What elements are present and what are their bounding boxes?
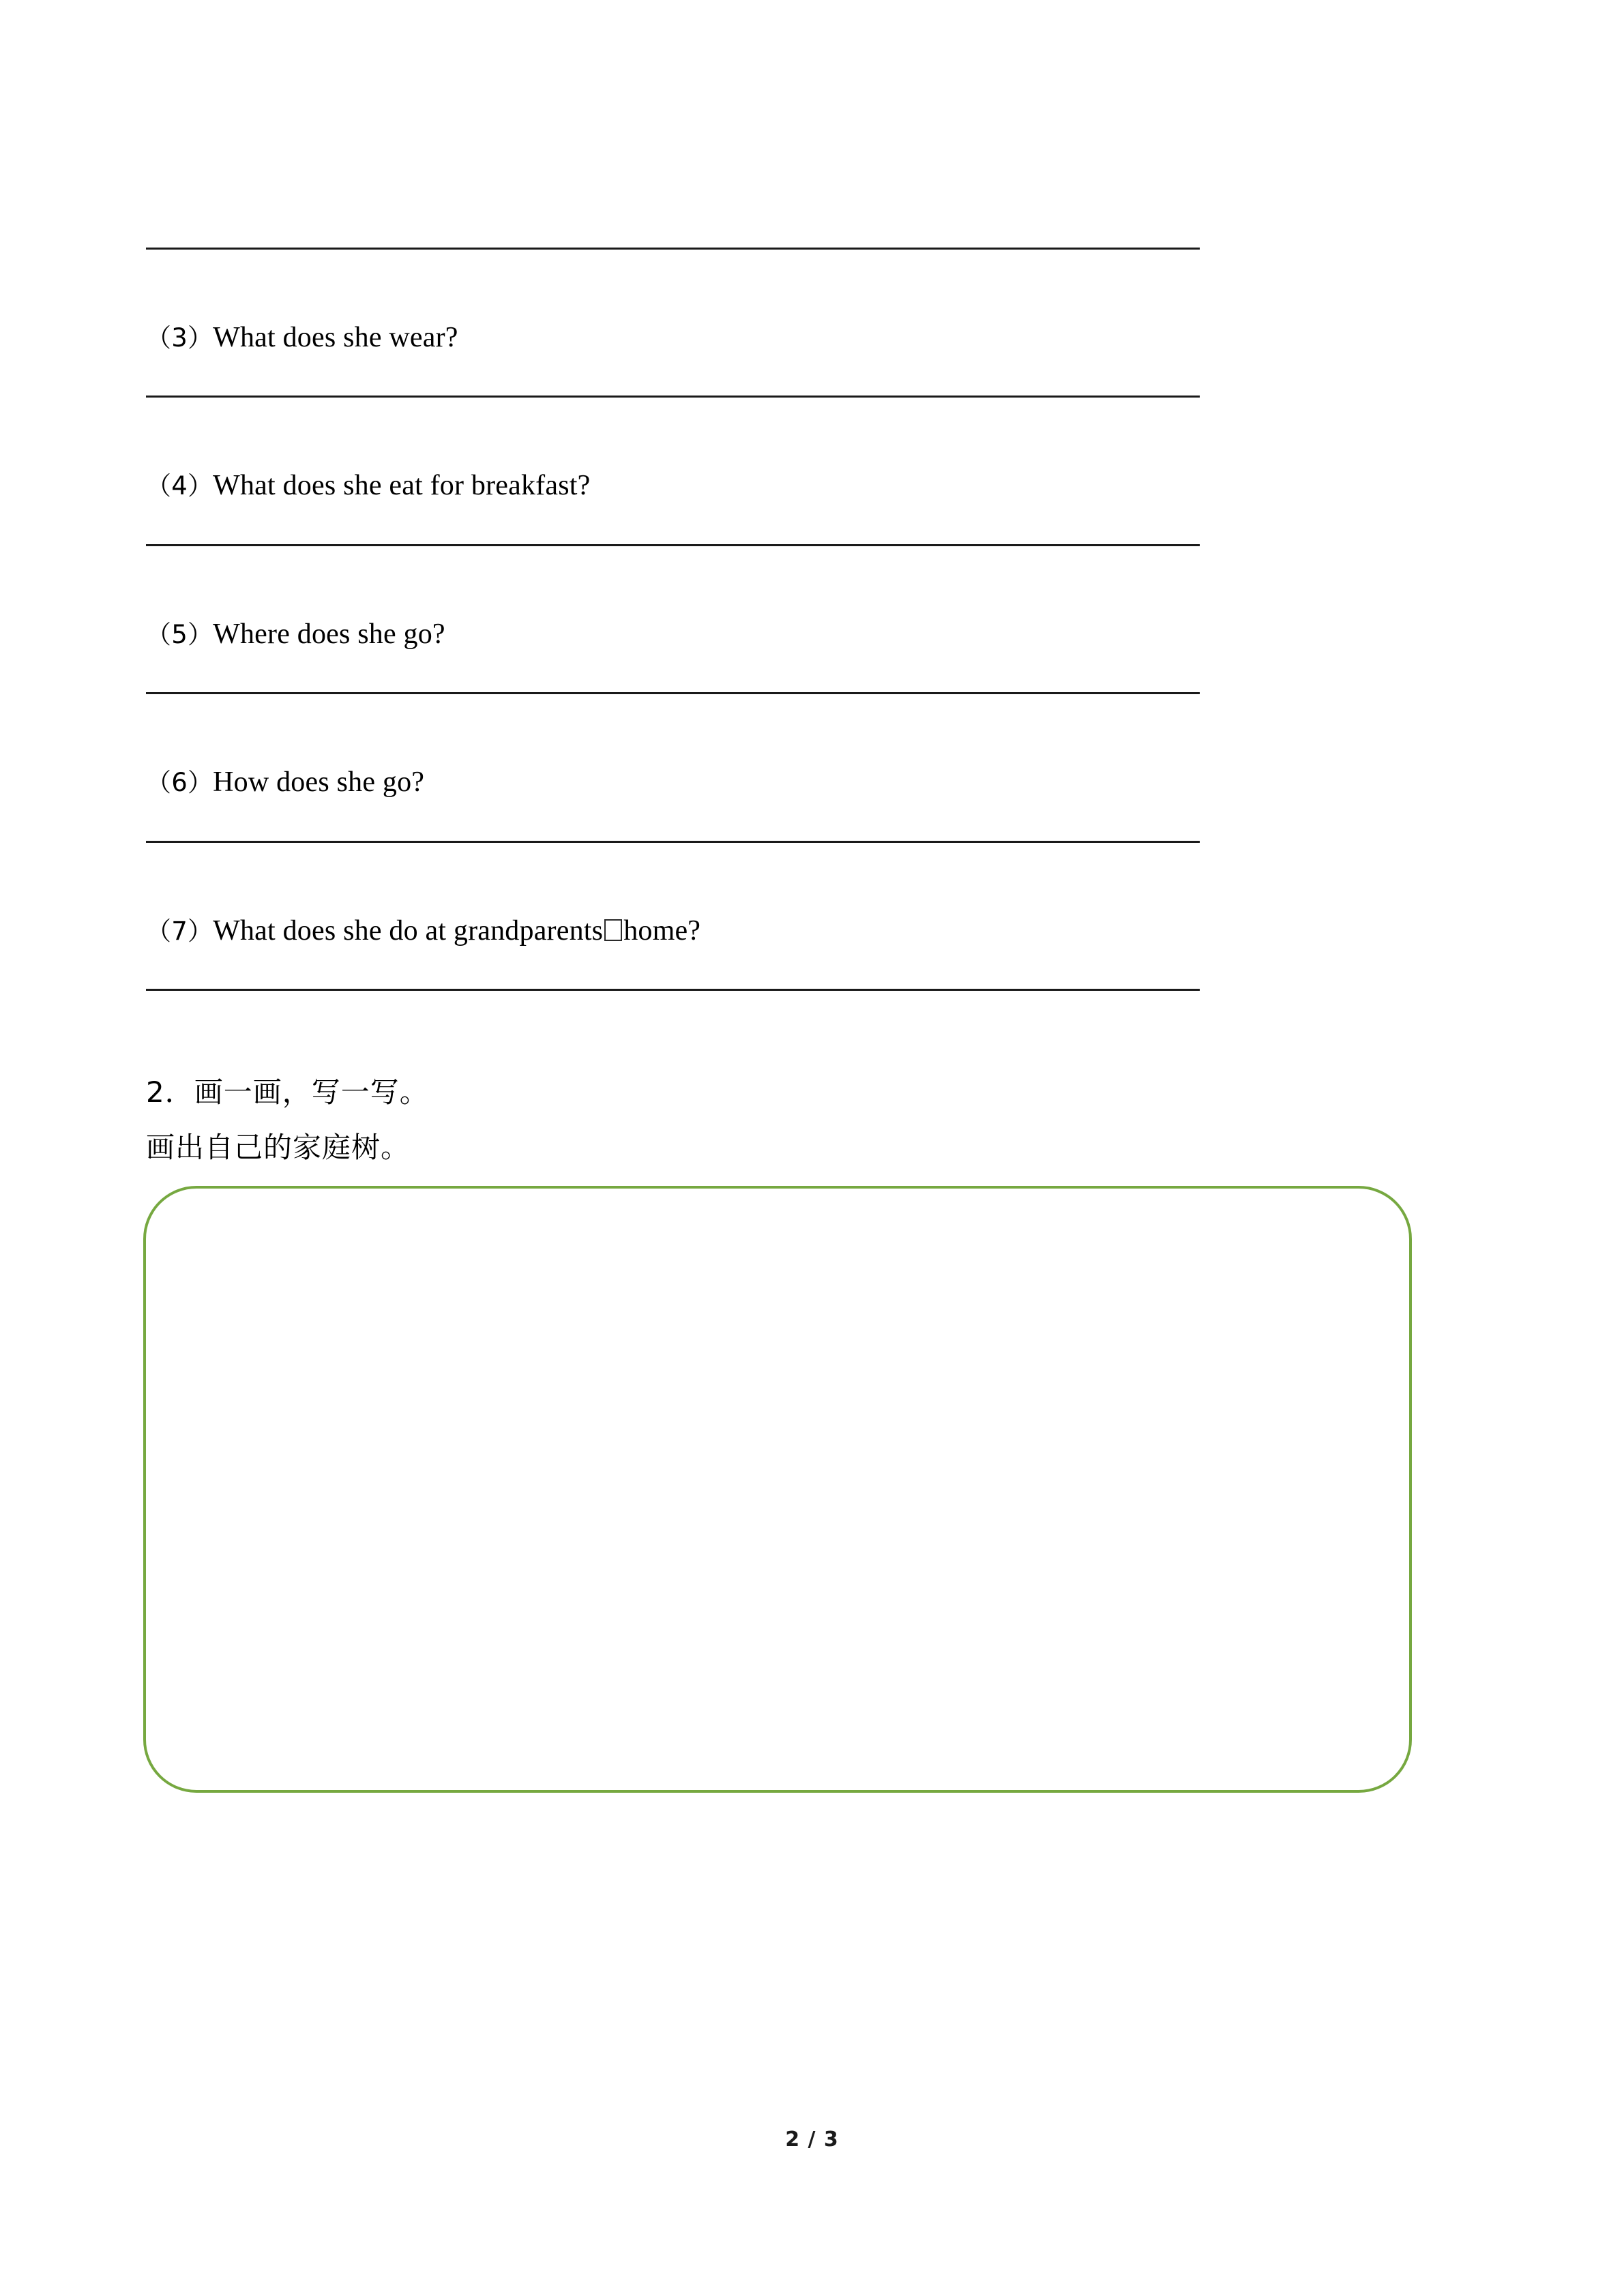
question-item bbox=[146, 765, 1483, 799]
answer-rule[interactable] bbox=[146, 989, 1200, 991]
question-text: What does she eat for breakfast? bbox=[213, 470, 591, 502]
section-2-subtitle: 画出自己的家庭树。 bbox=[146, 1130, 411, 1164]
question-item bbox=[146, 617, 1483, 651]
question-number: （7） bbox=[146, 916, 213, 946]
question-text: How does she go? bbox=[213, 766, 425, 799]
section-2 bbox=[146, 1073, 1483, 1793]
missing-glyph-icon bbox=[604, 919, 622, 941]
question-text-continued: home? bbox=[623, 914, 701, 946]
question-number: （6） bbox=[146, 768, 213, 798]
page-number: 2 / 3 bbox=[785, 2128, 839, 2151]
page-content bbox=[146, 0, 1483, 1793]
question-number: （3） bbox=[146, 323, 213, 353]
question-number: （5） bbox=[146, 619, 213, 649]
question-item bbox=[146, 320, 1483, 355]
question-text: What does she do at grandparents bbox=[213, 914, 604, 946]
question-text: Where does she go? bbox=[213, 618, 445, 650]
question-item bbox=[146, 468, 1483, 503]
drawing-area[interactable] bbox=[143, 1186, 1412, 1793]
section-2-title: 2．画一画，写一写。 bbox=[146, 1075, 429, 1109]
question-number: （4） bbox=[146, 471, 213, 501]
question-item bbox=[146, 914, 1483, 948]
question-text: What does she wear? bbox=[213, 322, 458, 353]
